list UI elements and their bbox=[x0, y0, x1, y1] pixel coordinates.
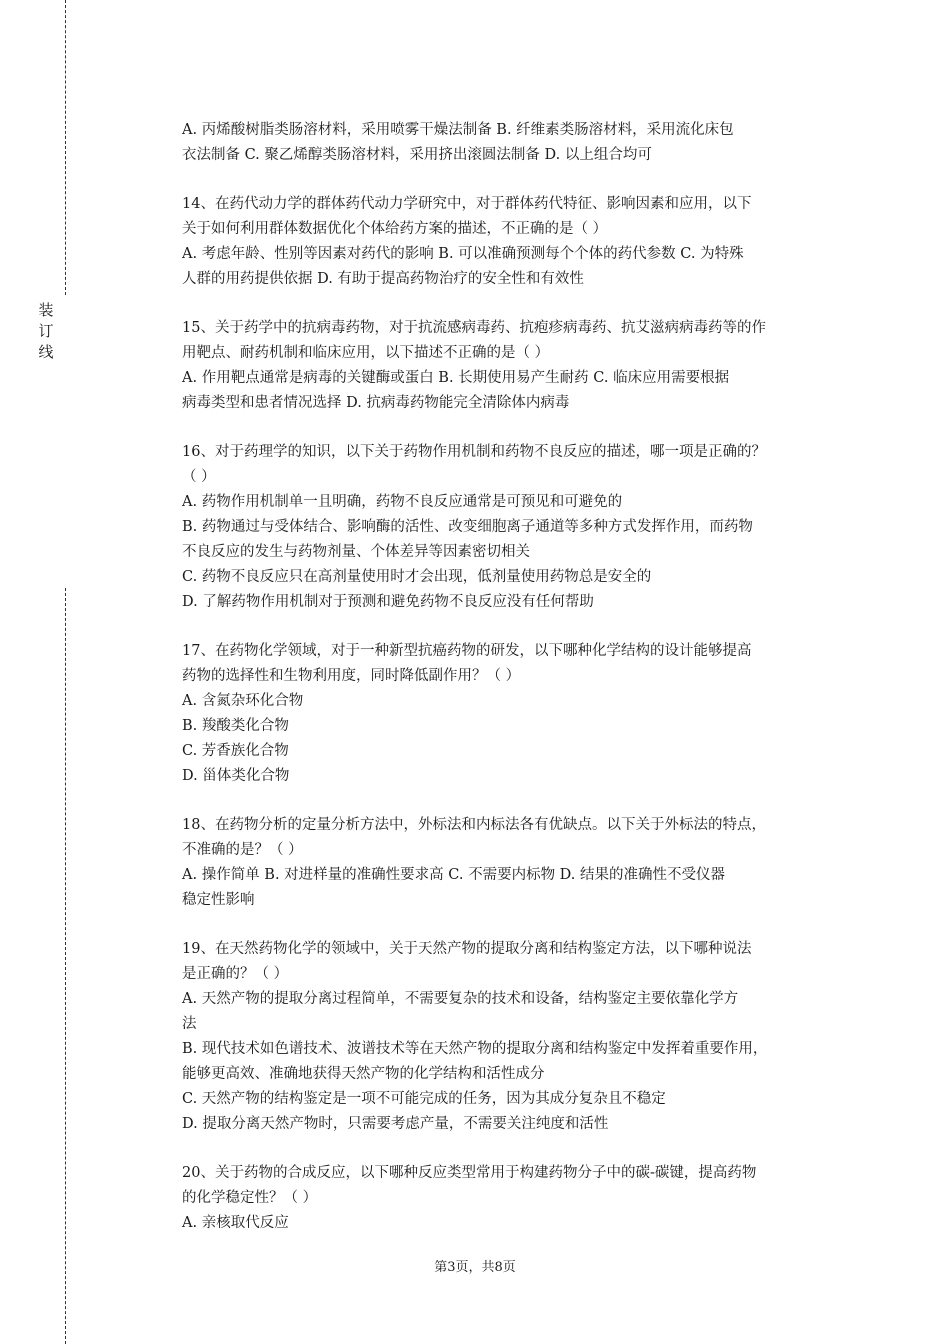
binding-line-bottom bbox=[65, 588, 66, 1344]
question-content bbox=[182, 118, 848, 1260]
q18-line-4: 稳定性影响 bbox=[182, 892, 255, 908]
q15-line-4: 病毒类型和患者情况选择 D. 抗病毒药物能完全清除体内病毒 bbox=[182, 395, 570, 411]
question-14 bbox=[182, 192, 848, 292]
q19-line-4: 法 bbox=[182, 1016, 197, 1032]
q17-line-2: 药物的选择性和生物利用度，同时降低副作用？（ ） bbox=[182, 668, 521, 684]
q18-line-1: 18、在药物分析的定量分析方法中，外标法和内标法各有优缺点。以下关于外标法的特点， bbox=[182, 817, 766, 833]
page-number-footer: 第3页，共8页 bbox=[434, 1260, 516, 1275]
q14-line-1: 14、在药代动力学的群体药代动力学研究中，对于群体药代特征、影响因素和应用，以下 bbox=[182, 196, 752, 212]
question-16 bbox=[182, 440, 848, 615]
q17-option-c: C. 芳香族化合物 bbox=[182, 743, 289, 759]
question-18 bbox=[182, 813, 848, 913]
q13-line-2: 衣法制备 C. 聚乙烯醇类肠溶材料，采用挤出滚圆法制备 D. 以上组合均可 bbox=[182, 147, 652, 163]
q14-line-3: A. 考虑年龄、性别等因素对药代的影响 B. 可以准确预测每个个体的药代参数 C. 为特殊 bbox=[182, 246, 744, 262]
q20-line-1: 20、关于药物的合成反应，以下哪种反应类型常用于构建药物分子中的碳-碳键，提高药物 bbox=[182, 1165, 757, 1181]
question-15 bbox=[182, 316, 848, 416]
q16-line-2: （ ） bbox=[182, 469, 216, 485]
binding-char-2: 订 bbox=[38, 322, 54, 340]
q19-line-8: D. 提取分离天然产物时，只需要考虑产量，不需要关注纯度和活性 bbox=[182, 1116, 609, 1132]
binding-line-top bbox=[65, 0, 66, 295]
q19-line-7: C. 天然产物的结构鉴定是一项不可能完成的任务，因为其成分复杂且不稳定 bbox=[182, 1091, 666, 1107]
q14-line-4: 人群的用药提供依据 D. 有助于提高药物治疗的安全性和有效性 bbox=[182, 271, 584, 287]
q20-line-2: 的化学稳定性？（ ） bbox=[182, 1190, 318, 1206]
binding-label bbox=[36, 300, 56, 363]
question-19 bbox=[182, 937, 848, 1137]
q19-line-3: A. 天然产物的提取分离过程简单，不需要复杂的技术和设备，结构鉴定主要依靠化学方 bbox=[182, 991, 739, 1007]
binding-char-3: 线 bbox=[38, 343, 54, 361]
q17-option-a: A. 含氮杂环化合物 bbox=[182, 693, 304, 709]
q15-line-3: A. 作用靶点通常是病毒的关键酶或蛋白 B. 长期使用易产生耐药 C. 临床应用需要根据 bbox=[182, 370, 730, 386]
binding-char-1: 装 bbox=[38, 301, 54, 319]
q16-line-6: C. 药物不良反应只在高剂量使用时才会出现，低剂量使用药物总是安全的 bbox=[182, 569, 652, 585]
q15-line-1: 15、关于药学中的抗病毒药物，对于抗流感病毒药、抗疱疹病毒药、抗艾滋病病毒药等的作 bbox=[182, 320, 766, 336]
question-13-options bbox=[182, 118, 848, 168]
q19-line-6: 能够更高效、准确地获得天然产物的化学结构和活性成分 bbox=[182, 1066, 545, 1082]
question-17 bbox=[182, 639, 848, 789]
q16-line-4: B. 药物通过与受体结合、影响酶的活性、改变细胞离子通道等多种方式发挥作用，而药物 bbox=[182, 519, 753, 535]
q13-line-1: A. 丙烯酸树脂类肠溶材料，采用喷雾干燥法制备 B. 纤维素类肠溶材料，采用流化床包 bbox=[182, 122, 734, 138]
q19-line-5: B. 现代技术如色谱技术、波谱技术等在天然产物的提取分离和结构鉴定中发挥着重要作用， bbox=[182, 1041, 768, 1057]
q19-line-1: 19、在天然药物化学的领域中，关于天然产物的提取分离和结构鉴定方法，以下哪种说法 bbox=[182, 941, 752, 957]
q17-option-b: B. 羧酸类化合物 bbox=[182, 718, 289, 734]
q16-line-5: 不良反应的发生与药物剂量、个体差异等因素密切相关 bbox=[182, 544, 530, 560]
q18-line-3: A. 操作简单 B. 对进样量的准确性要求高 C. 不需要内标物 D. 结果的准确性不受仪器 bbox=[182, 867, 726, 883]
q17-line-1: 17、在药物化学领域，对于一种新型抗癌药物的研发，以下哪种化学结构的设计能够提高 bbox=[182, 643, 752, 659]
q18-line-2: 不准确的是？（ ） bbox=[182, 842, 303, 858]
q16-line-3: A. 药物作用机制单一且明确，药物不良反应通常是可预见和可避免的 bbox=[182, 494, 623, 510]
q16-line-7: D. 了解药物作用机制对于预测和避免药物不良反应没有任何帮助 bbox=[182, 594, 594, 610]
q16-line-1: 16、对于药理学的知识，以下关于药物作用机制和药物不良反应的描述，哪一项是正确的？ bbox=[182, 444, 766, 460]
q19-line-2: 是正确的？（ ） bbox=[182, 966, 289, 982]
question-20 bbox=[182, 1161, 848, 1236]
q15-line-2: 用靶点、耐药机制和临床应用，以下描述不正确的是（ ） bbox=[182, 345, 550, 361]
q14-line-2: 关于如何利用群体数据优化个体给药方案的描述，不正确的是（ ） bbox=[182, 221, 608, 237]
q17-option-d: D. 甾体类化合物 bbox=[182, 768, 290, 784]
q20-option-a: A. 亲核取代反应 bbox=[182, 1215, 289, 1231]
